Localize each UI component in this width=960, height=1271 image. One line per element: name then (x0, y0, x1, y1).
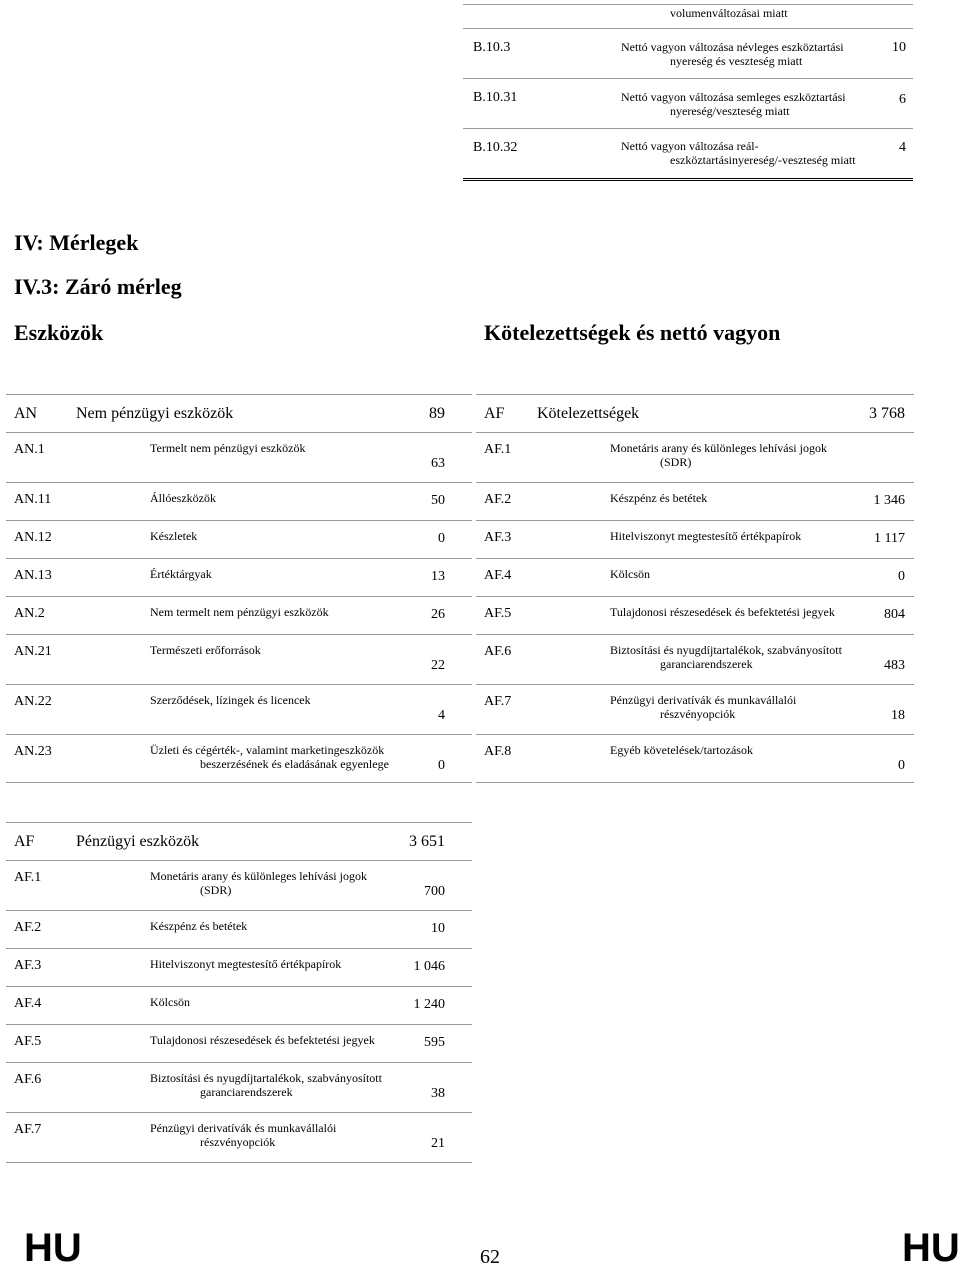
row-desc-line1: Biztosítási és nyugdíjtartalékok, szabványosított (150, 1071, 382, 1085)
row-value: 0 (438, 531, 445, 546)
row-value: 21 (431, 1136, 445, 1151)
row-desc-line1: Monetáris arany és különleges lehívási jogok (610, 441, 827, 455)
assets-heading: Eszközök (14, 320, 104, 345)
row-code: AN.23 (14, 744, 52, 759)
row-value: 18 (891, 708, 905, 723)
row-desc-line2: beszerzésének és eladásának egyenlege (200, 757, 389, 771)
row-value: 0 (898, 758, 905, 773)
row-desc-line2: részvényopciók (200, 1135, 276, 1149)
row-divider (6, 634, 472, 635)
row-code: AF.6 (484, 644, 512, 659)
row-desc: Nem pénzügyi eszközök (76, 405, 234, 422)
row-value: 4 (438, 708, 445, 723)
row-divider (6, 1162, 472, 1163)
row-code: AF.3 (14, 958, 42, 973)
row-code: AN.13 (14, 568, 52, 583)
row-divider (6, 1062, 472, 1063)
row-divider (476, 596, 914, 597)
row-code: B.10.32 (473, 140, 518, 155)
row-code: AN.1 (14, 442, 45, 457)
row-desc-line2: garanciarendszerek (660, 657, 753, 671)
row-value: 0 (898, 569, 905, 584)
row-divider (6, 986, 472, 987)
row-desc-line2: nyereség és veszteség miatt (670, 54, 803, 68)
row-desc-line1: Biztosítási és nyugdíjtartalékok, szabványosított (610, 643, 842, 657)
row-desc-line1: Hitelviszonyt megtestesítő értékpapírok (150, 957, 342, 971)
row-code: AF.2 (484, 492, 512, 507)
row-desc-line1: Szerződések, lízingek és licencek (150, 693, 311, 707)
row-desc-line1: Készpénz és betétek (610, 491, 708, 505)
row-code: AF.4 (484, 568, 512, 583)
row-divider (6, 684, 472, 685)
row-divider (6, 482, 472, 483)
row-divider (6, 948, 472, 949)
row-desc-line2: részvényopciók (660, 707, 736, 721)
row-divider (476, 684, 914, 685)
row-value: 13 (431, 569, 445, 584)
section-heading: IV: Mérlegek (14, 230, 139, 255)
row-value: 1 046 (413, 959, 445, 974)
row-code: AN.2 (14, 606, 45, 621)
row-divider (6, 520, 472, 521)
row-code: AN.11 (14, 492, 52, 507)
row-code: AF.5 (484, 606, 512, 621)
row-divider (476, 734, 914, 735)
page-number: 62 (480, 1246, 500, 1268)
row-desc-line2: nyereség/veszteség miatt (670, 104, 790, 118)
row-value: 26 (431, 607, 445, 622)
row-desc: Kötelezettségek (537, 405, 640, 422)
row-desc-line1: Készpénz és betétek (150, 919, 248, 933)
row-code: AF.2 (14, 920, 42, 935)
row-desc-line1: Természeti erőforrások (150, 643, 261, 657)
row-desc-line1: Állóeszközök (150, 491, 216, 505)
row-divider (6, 1024, 472, 1025)
row-desc-line1: Kölcsön (150, 995, 190, 1009)
row-desc-line1: Nettó vagyon változása reál- (621, 139, 759, 153)
row-code: AF.5 (14, 1034, 42, 1049)
row-divider (476, 482, 914, 483)
row-desc-line1: Hitelviszonyt megtestesítő értékpapírok (610, 529, 802, 543)
row-code: AF.7 (484, 694, 512, 709)
row-code: B.10.3 (473, 40, 511, 55)
row-value: 1 240 (413, 997, 445, 1012)
row-divider (6, 734, 472, 735)
row-code: AN.12 (14, 530, 52, 545)
row-value: 63 (431, 456, 445, 471)
row-desc-line2: eszköztartásinyereség/-veszteség miatt (670, 153, 856, 167)
row-code: AF.6 (14, 1072, 42, 1087)
row-desc-line1: Monetáris arany és különleges lehívási jogok (150, 869, 367, 883)
row-divider (476, 520, 914, 521)
row-desc-line1: Tulajdonosi részesedések és befektetési jegyek (610, 605, 835, 619)
row-value: 595 (424, 1035, 445, 1050)
row-desc-line1: Kölcsön (610, 567, 650, 581)
row-desc-line1: Nettó vagyon változása semleges eszköztartási (621, 90, 846, 104)
row-divider (6, 596, 472, 597)
top-intro-text: volumenváltozásai miatt (670, 6, 788, 20)
row-code: B.10.31 (473, 90, 518, 105)
row-desc-line1: Termelt nem pénzügyi eszközök (150, 441, 306, 455)
row-value: 89 (429, 405, 445, 422)
row-value: 50 (431, 493, 445, 508)
subsection-heading: IV.3: Záró mérleg (14, 274, 182, 299)
row-divider (6, 910, 472, 911)
row-code: AN.21 (14, 644, 52, 659)
footer-country-right: HU (902, 1226, 960, 1270)
row-divider (6, 782, 472, 783)
row-desc-line2: (SDR) (660, 455, 692, 469)
row-code: AF (14, 833, 35, 850)
row-value: 10 (431, 921, 445, 936)
row-desc-line2: garanciarendszerek (200, 1085, 293, 1099)
row-desc: Pénzügyi eszközök (76, 833, 200, 850)
row-desc-line1: Készletek (150, 529, 198, 543)
row-desc-line1: Pénzügyi derivatívák és munkavállalói (150, 1121, 337, 1135)
row-code: AF.7 (14, 1122, 42, 1137)
row-code: AN.22 (14, 694, 52, 709)
row-desc-line1: Egyéb követelések/tartozások (610, 743, 753, 757)
row-desc-line1: Értéktárgyak (150, 567, 212, 581)
row-value: 1 117 (874, 531, 905, 546)
row-value: 38 (431, 1086, 445, 1101)
row-code: AF.1 (14, 870, 42, 885)
row-value: 3 651 (409, 833, 445, 850)
row-value: 0 (438, 758, 445, 773)
row-code: AF.3 (484, 530, 512, 545)
liabilities-heading: Kötelezettségek és nettó vagyon (484, 320, 781, 345)
row-code: AF.4 (14, 996, 42, 1011)
row-code: AF.8 (484, 744, 512, 759)
row-value: 483 (884, 658, 905, 673)
row-code: AF.1 (484, 442, 512, 457)
row-divider (6, 1112, 472, 1113)
row-desc-line1: Pénzügyi derivatívák és munkavállalói (610, 693, 797, 707)
row-value: 10 (892, 40, 906, 55)
row-value: 1 346 (873, 493, 905, 508)
row-value: 4 (899, 140, 906, 155)
row-value: 6 (899, 92, 906, 107)
row-divider (476, 558, 914, 559)
row-desc-line1: Üzleti és cégérték-, valamint marketingeszközök (150, 743, 385, 757)
row-code: AN (14, 405, 38, 422)
row-divider (6, 558, 472, 559)
row-divider (476, 634, 914, 635)
row-divider (476, 782, 914, 783)
row-value: 804 (884, 607, 905, 622)
row-desc-line1: Nettó vagyon változása névleges eszköztartási (621, 40, 844, 54)
row-desc-line1: Tulajdonosi részesedések és befektetési jegyek (150, 1033, 375, 1047)
row-value: 3 768 (869, 405, 905, 422)
row-desc-line2: (SDR) (200, 883, 232, 897)
row-desc-line1: Nem termelt nem pénzügyi eszközök (150, 605, 329, 619)
row-code: AF (484, 405, 505, 422)
footer-country-left: HU (24, 1226, 82, 1270)
row-value: 700 (424, 884, 445, 899)
row-value: 22 (431, 658, 445, 673)
